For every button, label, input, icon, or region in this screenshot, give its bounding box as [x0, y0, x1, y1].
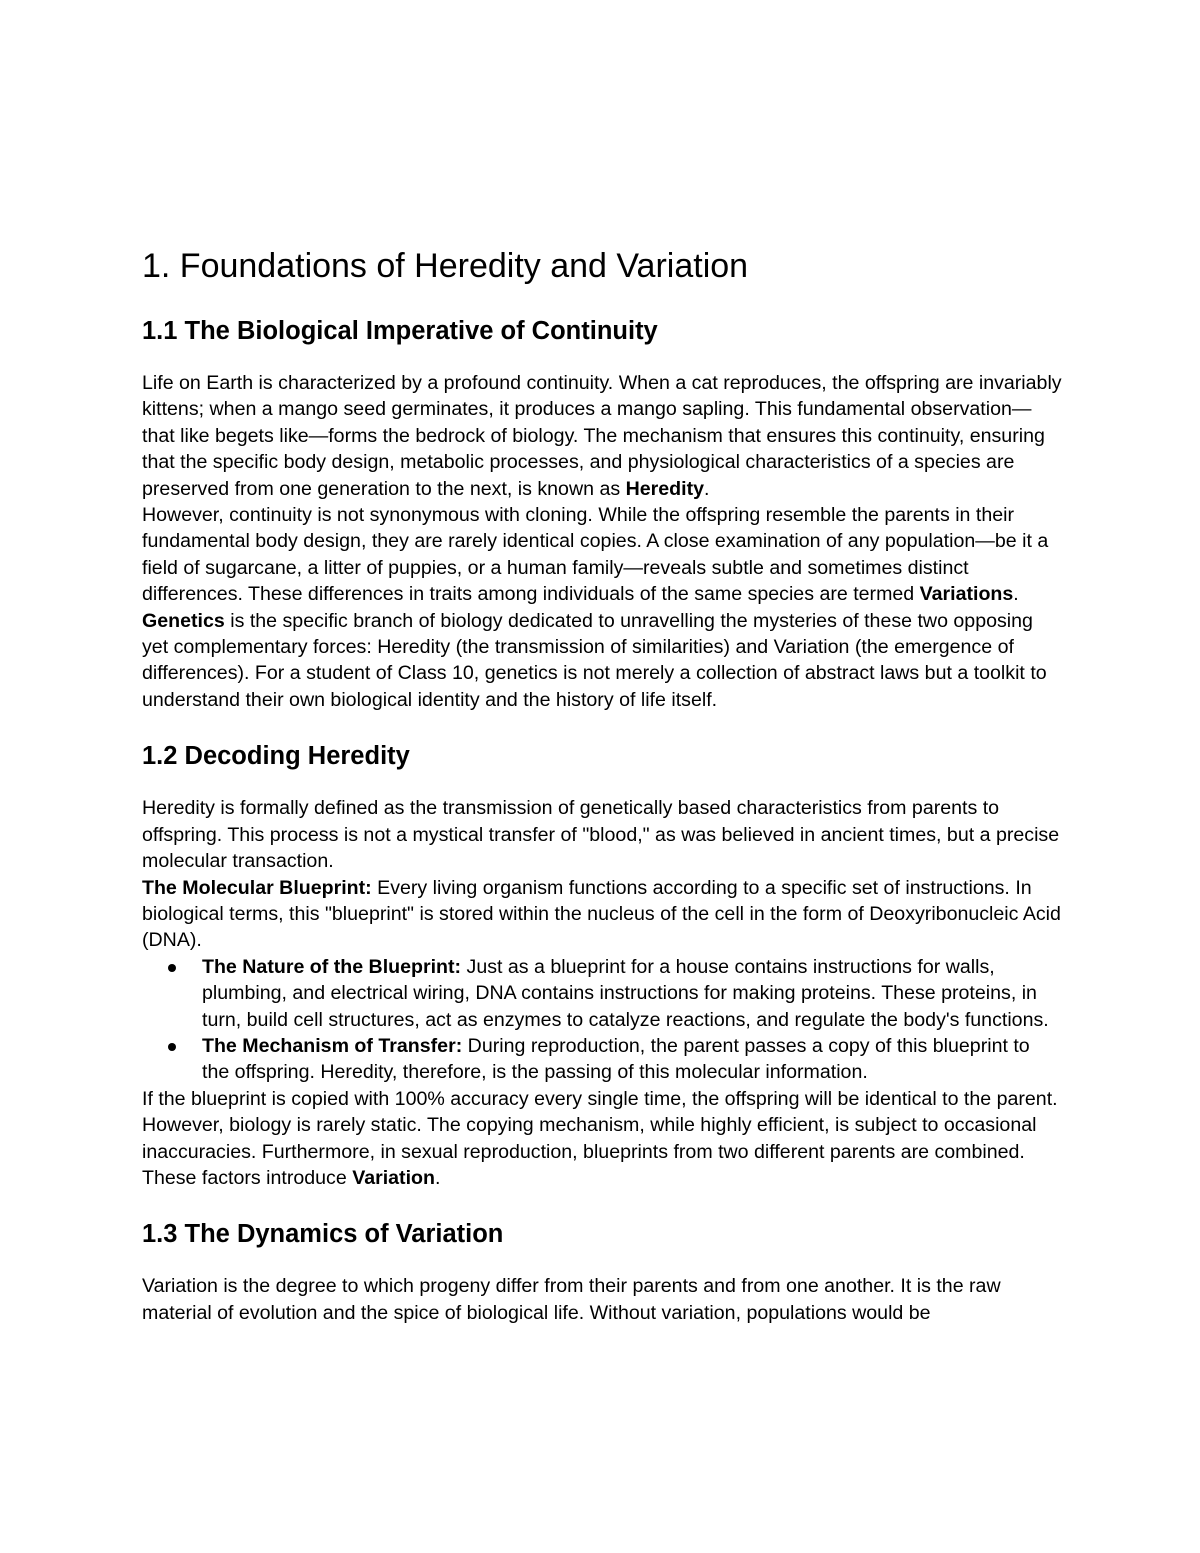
- paragraph-text: .: [1013, 583, 1019, 606]
- bullet-icon: [168, 1043, 176, 1051]
- section-heading-1-1: 1.1 The Biological Imperative of Continuity: [142, 317, 658, 345]
- paragraph-text: .: [704, 477, 710, 500]
- list-item-label: The Mechanism of Transfer:: [202, 1034, 463, 1057]
- term-variation: Variation: [352, 1166, 435, 1189]
- paragraph-text: is the specific branch of biology dedicated to unravelling the mysteries of these two opposing yet complementary forces: Heredity (the transmission of similarities) and Variation (the emergence of differences). For a student of Class 10, genetics is not merely a collection of abstract laws but a toolkit to understand their own biological identity and the history of life itself.: [142, 609, 1047, 711]
- section-heading-1-3: 1.3 The Dynamics of Variation: [142, 1220, 504, 1249]
- list-item-text: During reproduction, the parent passes a copy of this blueprint to the offspring. Heredity, therefore, is the passing of this molecular information.: [202, 1034, 1030, 1084]
- bullet-icon: [168, 964, 176, 972]
- paragraph-variations: [142, 502, 1062, 608]
- blueprint-list: [142, 954, 1062, 1086]
- term-molecular-blueprint: The Molecular Blueprint:: [142, 876, 372, 899]
- list-item-label: The Nature of the Blueprint:: [202, 955, 462, 978]
- term-genetics: Genetics: [142, 609, 225, 632]
- paragraph-text: If the blueprint is copied with 100% accuracy every single time, the offspring will be identical to the parent. However, biology is rarely static. The copying mechanism, while highly efficient, is subject to occasional inaccuracies. Furthermore, in sexual reproduction, blueprints from two different parents are combined. These factors introduce: [142, 1087, 1058, 1189]
- paragraph-text: However, continuity is not synonymous with cloning. While the offspring resemble the parents in their fundamental body design, they are rarely identical copies. A close examination of any population—be it a field of sugarcane, a litter of puppies, or a human family—reveals subtle and sometimes distinct differences. These differences in traits among individuals of the same species are termed: [142, 504, 1049, 606]
- paragraph-text: .: [434, 1166, 441, 1189]
- paragraph-heredity-definition: Heredity is formally defined as the transmission of genetically based characteristics from parents to offspring. This process is not a mystical transfer of "blood," as was believed in ancient times, but a precise molecular transaction.: [142, 797, 1060, 873]
- list-item-text: Just as a blueprint for a house contains instructions for walls, plumbing, and electrical wiring, DNA contains instructions for making proteins. These proteins, in turn, build cell structures, act as enzymes to catalyze reactions, and regulate the body's functions.: [202, 955, 1049, 1031]
- document-page: [142, 244, 1062, 1326]
- section-heading-1-2: 1.2 Decoding Heredity: [142, 742, 410, 771]
- paragraph-text: Life on Earth is characterized by a profound continuity. When a cat reproduces, the offspring are invariably kittens; when a mango seed germinates, it produces a mango sapling. This fundamental observation—that like begets like—forms the bedrock of biology. The mechanism that ensures this continuity, ensuring that the specific body design, metabolic processes, and physiological characteristics of a species are preserved from one generation to the next, is known as: [142, 372, 1062, 500]
- paragraph-continuity: [142, 370, 1062, 502]
- paragraph-text: Every living organism functions according to a specific set of instructions. In biological terms, this "blueprint" is stored within the nucleus of the cell in the form of Deoxyribonucleic Acid (DNA).: [142, 876, 1061, 952]
- paragraph-variation-dynamics: Variation is the degree to which progeny differ from their parents and from one another. It is the raw material of evolution and the spice of biological life. Without variation, populations would be: [142, 1275, 1001, 1324]
- paragraph-copying: [142, 1086, 1062, 1192]
- list-item: [202, 954, 1062, 1033]
- paragraph-molecular-blueprint: [142, 875, 1062, 954]
- list-item: [202, 1033, 1062, 1086]
- document-title: 1. Foundations of Heredity and Variation: [142, 247, 749, 285]
- term-variations: Variations: [919, 583, 1014, 606]
- term-heredity: Heredity: [625, 477, 704, 500]
- paragraph-genetics: [142, 608, 1062, 714]
